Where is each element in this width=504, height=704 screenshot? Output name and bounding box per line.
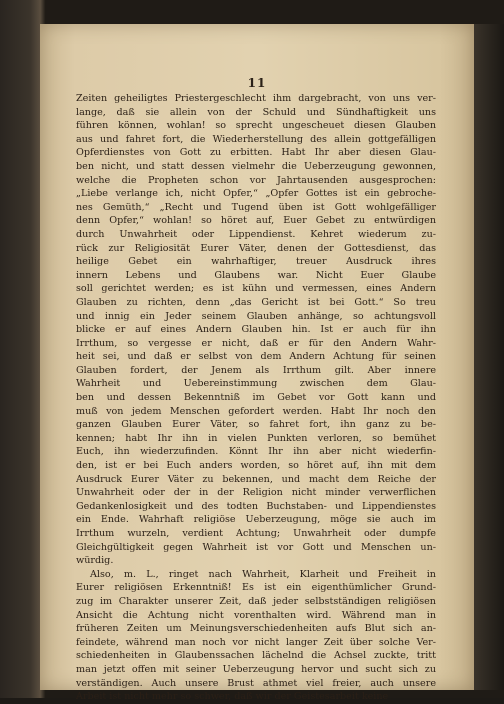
- text-line: soll gerichtet werden; es ist kühn und vermessen, eines Andern: [76, 283, 436, 295]
- text-line: Euch, ihn wiederzufinden. Könnt Ihr ihn aber nicht wiederfin-: [76, 446, 436, 458]
- text-line: Gedankenlosigkeit und des todten Buchstaben- und Lippendienstes: [76, 500, 436, 512]
- text-line: schiedenheiten in Glaubenssachen lächelnd die Achsel zuckte, tritt: [76, 650, 436, 662]
- text-line: ein Ende. Wahrhaft religiöse Ueberzeugung, möge sie auch im: [76, 514, 436, 526]
- text-line: Unwahrheit oder der in der Religion nicht minder verwerflichen: [76, 487, 436, 499]
- text-line: Wahrheit und Uebereinstimmung zwischen dem Glau-: [76, 378, 436, 390]
- text-line: Opferdienstes von Gott zu erbitten. Habt Ihr aber diesen Glau-: [76, 147, 436, 159]
- text-line: innern Lebens und Glaubens war. Nicht Euer Glaube: [76, 269, 436, 281]
- text-line: verständigen. Auch unsere Brust athmet viel freier, auch unsere: [76, 677, 436, 689]
- text-line: blicke er auf eines Andern Glauben hin. Ist er auch für ihn: [76, 324, 436, 336]
- body-text: [76, 92, 436, 704]
- text-line: den, ist er bei Euch anders worden, so höret auf, ihn mit dem: [76, 460, 436, 472]
- text-line: Ansicht die Achtung nicht vorenthalten wird. Während man in: [76, 609, 436, 621]
- text-line: Ausdruck Eurer Väter zu bekennen, und macht dem Reiche der: [76, 473, 436, 485]
- text-line: und innig ein Jeder seinem Glauben anhänge, so achtungsvoll: [76, 310, 436, 322]
- text-line: ganzen Glauben Eurer Väter, so fahret fort, ihn ganz zu be-: [76, 419, 436, 431]
- text-line: denn Opfer,“ wohlan! so höret auf, Euer Gebet zu entwürdigen: [76, 215, 436, 227]
- text-line: führen können, wohlan! so sprecht ungescheuet diesen Glauben: [76, 120, 436, 132]
- text-line: heit sei, und daß er selbst von dem Andern Achtung für seinen: [76, 351, 436, 363]
- text-line: Glauben fordert, der Jenem als Irrthum gilt. Aber innere: [76, 364, 436, 376]
- text-line: lange, daß sie allein von der Schuld und Sündhaftigkeit uns: [76, 106, 436, 118]
- text-line: Irrthum wurzeln, verdient Achtung; Unwahrheit oder dumpfe: [76, 528, 436, 539]
- text-line: ben und dessen Bekenntniß im Gebet vor Gott kann und: [76, 392, 436, 404]
- text-line: Zeiten geheiligtes Priestergeschlecht ihm dargebracht, von uns ver-: [76, 93, 436, 104]
- page-edge-shadow: [474, 24, 504, 690]
- text-line: muß von jedem Menschen gefordert werden. Habt Ihr noch den: [76, 405, 436, 417]
- text-line: früheren Zeiten um Meinungsverschiedenheiten aufs Blut sich an-: [76, 623, 436, 635]
- text-line: ben nicht, und statt dessen vielmehr die Ueberzeugung gewonnen,: [76, 160, 436, 172]
- text-line: „Liebe verlange ich, nicht Opfer,“ „Opfer Gottes ist ein gebroche-: [76, 188, 436, 200]
- text-line: Also, m. L., ringet nach Wahrheit, Klarheit und Freiheit in: [90, 568, 436, 580]
- text-line: heilige Gebet ein wahrhaftiger, treuer Ausdruck ihres: [76, 256, 436, 268]
- text-line: welche die Propheten schon vor Jahrtausenden ausgesprochen:: [76, 174, 436, 186]
- text-line: man jetzt offen mit seiner Ueberzeugung hervor und sucht sich zu: [76, 663, 436, 675]
- page-number: 11: [247, 76, 267, 90]
- text-line: würdig.: [76, 555, 114, 567]
- text-line: kennen; habt Ihr ihn in vielen Punkten verloren, so bemühet: [76, 432, 436, 444]
- text-line: Glauben zu richten, denn „das Gericht ist bei Gott.“ So treu: [76, 296, 436, 308]
- text-line: feindete, während man noch vor nicht langer Zeit über solche Ver-: [76, 636, 436, 648]
- text-line: Arbeit ist nicht mehr so schwer, daß wir der Geistesarbeit keine: [76, 691, 389, 703]
- text-line: Irrthum, so vergesse er nicht, daß er für den Andern Wahr-: [76, 337, 436, 349]
- text-line: nes Gemüth,“ „Recht und Tugend üben ist Gott wohlgefälliger: [76, 201, 436, 213]
- text-line: durch Unwahrheit oder Lippendienst. Kehret wiederum zu-: [76, 228, 436, 240]
- text-line: Eurer religiösen Erkenntniß! Es ist ein eigenthümlicher Grund-: [76, 582, 436, 594]
- text-line: zug im Charakter unserer Zeit, daß jeder selbstständigen religiösen: [76, 595, 436, 607]
- text-line: rück zur Religiosität Eurer Väter, denen der Gottesdienst, das: [76, 242, 436, 254]
- text-line: Gleichgültigkeit gegen Wahrheit ist vor Gott und Menschen un-: [76, 541, 436, 553]
- text-line: aus und fahret fort, die Wiederherstellung des allein gottgefälligen: [76, 133, 436, 145]
